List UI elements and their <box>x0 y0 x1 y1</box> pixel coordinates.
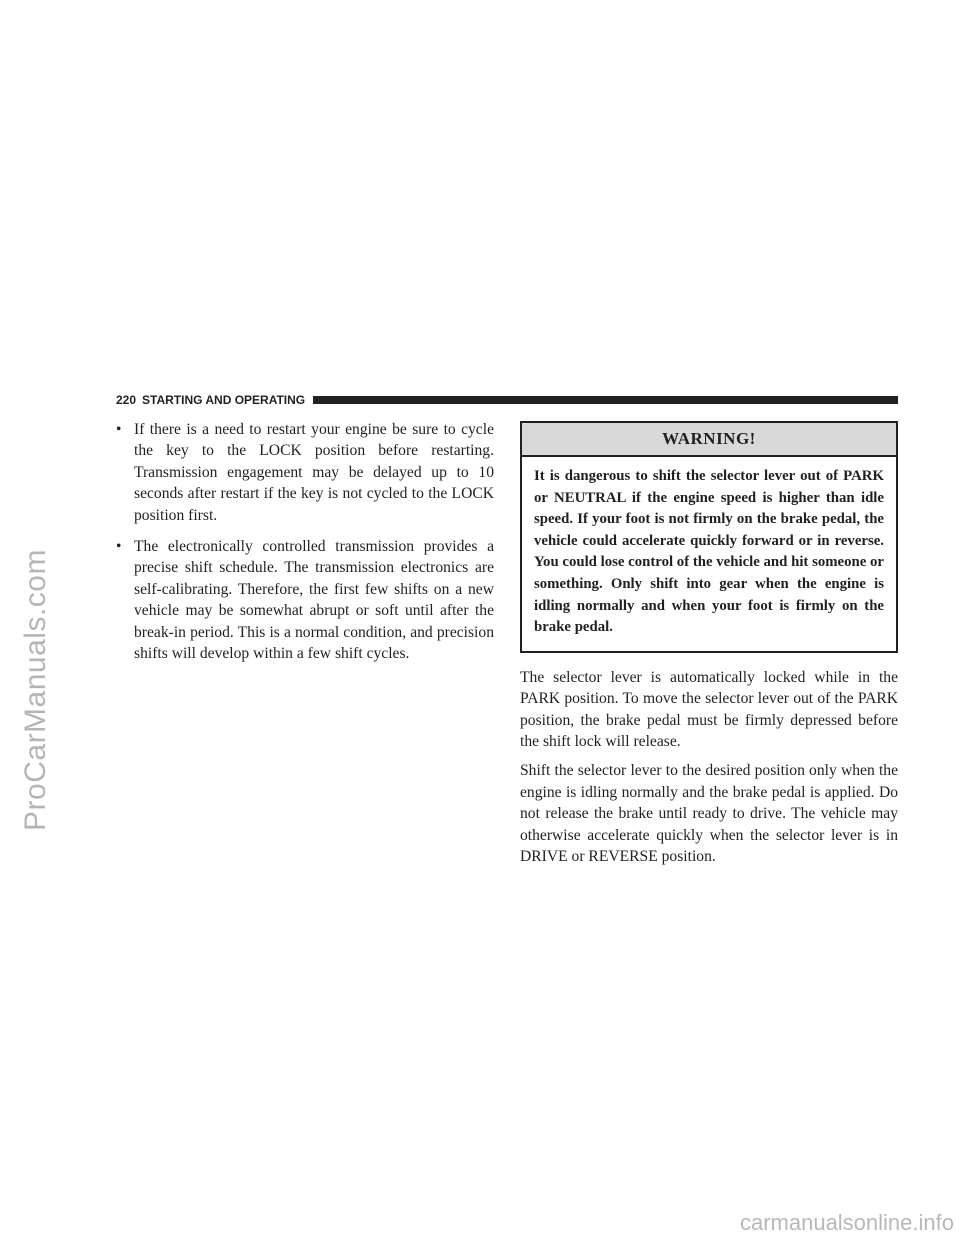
bullet-item <box>116 536 494 664</box>
body-paragraph: Shift the selector lever to the desired position only when the engine is idling normally and the brake pedal is applied. Do not release the brake until ready to drive. The vehicle may otherwise accelerate quickly when the selector lever is in DRIVE or REVERSE position. <box>520 762 898 865</box>
header-rule <box>313 396 898 404</box>
body-paragraph: The selector lever is automatically locked while in the PARK position. To move the selector lever out of the PARK position, the brake pedal must be firmly depressed before the shift lock will release. <box>520 668 898 750</box>
bullet-symbol: • <box>116 421 122 438</box>
warning-body: It is dangerous to shift the selector lever out of PARK or NEUTRAL if the engine speed is higher than idle speed. If your foot is not firmly on the brake pedal, the vehicle could accelerate quickly forward or in reverse. You could lose control of the vehicle and hit someone or something. Only shift into gear when the engine is idling normally and when your foot is firmly on the brake pedal. <box>534 468 884 636</box>
right-column <box>520 421 898 875</box>
section-title: STARTING AND OPERATING <box>142 393 306 407</box>
warning-title: WARNING! <box>522 423 896 457</box>
bottom-watermark: carmanualsonline.info <box>739 1210 954 1235</box>
bullet-text: If there is a need to restart your engine be sure to cycle the key to the LOCK position before restarting. Transmission engagement may be delayed up to 10 seconds after restart if the key is not cycled to the LOCK position first. <box>134 421 494 524</box>
page-number: 220 <box>116 393 137 407</box>
side-watermark <box>6 240 66 1140</box>
bullet-text: The electronically controlled transmission provides a precise shift schedule. The transmission electronics are self-calibrating. Therefore, the first few shifts on a new vehicle may be somewhat abrupt or soft until after the break-in period. This is a normal condition, and precision shifts will develop within a few shift cycles. <box>134 538 494 663</box>
page-header <box>116 391 898 409</box>
warning-box <box>520 421 898 653</box>
bullet-symbol: • <box>116 538 122 556</box>
bullet-item <box>116 419 494 526</box>
side-watermark-text: ProCarManuals.com <box>19 549 52 831</box>
left-column <box>116 419 494 674</box>
